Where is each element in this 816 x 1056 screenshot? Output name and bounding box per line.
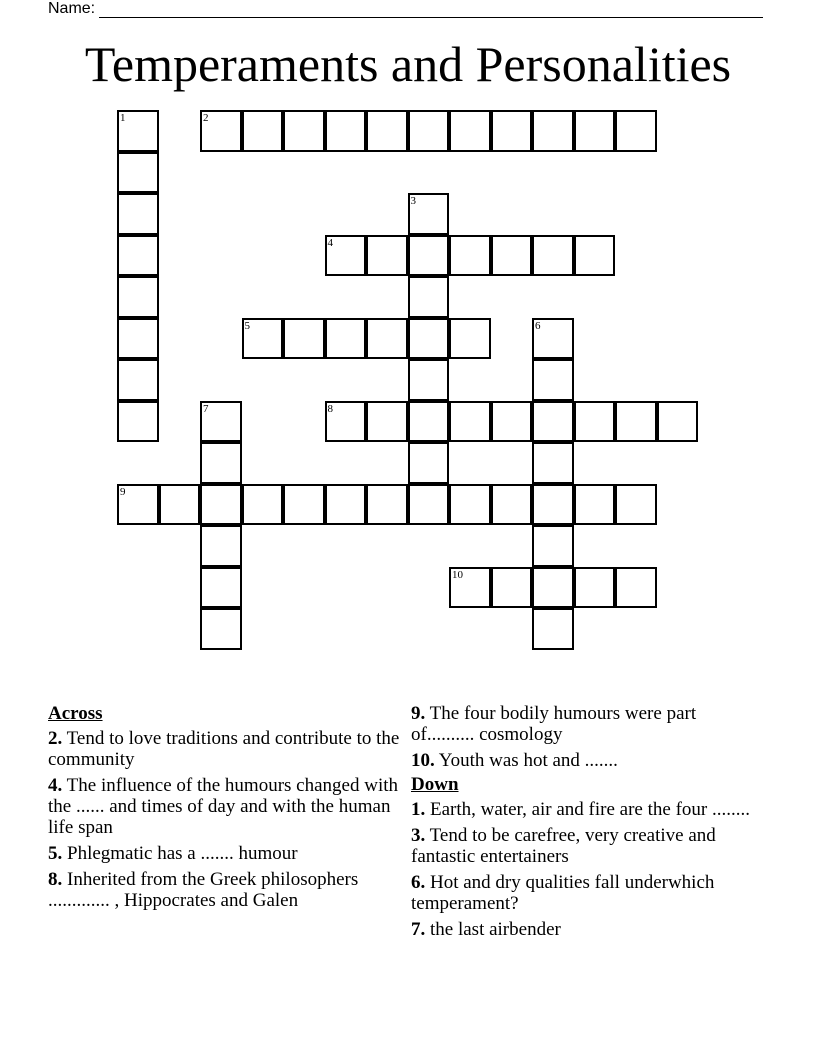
grid-cell[interactable]	[615, 401, 657, 443]
grid-cell[interactable]	[532, 401, 574, 443]
grid-cell[interactable]	[159, 484, 201, 526]
clue-down-6: 6. Hot and dry qualities fall underwhich temperament?	[411, 872, 715, 914]
grid-cell[interactable]	[325, 110, 367, 152]
grid-cell[interactable]	[325, 318, 367, 360]
grid-cell[interactable]	[283, 484, 325, 526]
grid-cell[interactable]	[200, 525, 242, 567]
grid-cell[interactable]	[366, 235, 408, 277]
grid-cell[interactable]	[366, 401, 408, 443]
clue-down-1: 1. Earth, water, air and fire are the four ........	[411, 799, 750, 820]
grid-cell[interactable]	[283, 318, 325, 360]
name-label: Name:	[48, 0, 96, 17]
grid-cell[interactable]	[366, 484, 408, 526]
grid-cell[interactable]	[200, 110, 242, 152]
clue-number: 7	[203, 402, 209, 415]
clue-number: 2	[203, 112, 209, 124]
grid-cell[interactable]	[491, 567, 533, 609]
grid-cell[interactable]	[449, 318, 491, 360]
clue-number: 10	[452, 568, 463, 581]
clue-down-7: 7. the last airbender	[411, 919, 561, 940]
grid-cell[interactable]	[408, 235, 450, 277]
clues-column-left	[48, 703, 400, 916]
grid-cell[interactable]	[408, 193, 450, 235]
grid-cell[interactable]	[408, 110, 450, 152]
grid-cell[interactable]	[366, 110, 408, 152]
clue-number: 1	[120, 112, 126, 124]
grid-cell[interactable]	[408, 484, 450, 526]
grid-cell[interactable]	[200, 567, 242, 609]
grid-cell[interactable]	[449, 567, 491, 609]
grid-cell[interactable]	[532, 567, 574, 609]
grid-cell[interactable]	[491, 401, 533, 443]
clues-column-right	[411, 703, 763, 945]
grid-cell[interactable]	[242, 110, 284, 152]
grid-cell[interactable]	[574, 401, 616, 443]
grid-cell[interactable]	[200, 442, 242, 484]
grid-cell[interactable]	[532, 235, 574, 277]
clue-across-2: 2. Tend to love traditions and contribute to the community	[48, 728, 400, 770]
grid-cell[interactable]	[408, 442, 450, 484]
page-title: Temperaments and Personalities	[84, 36, 732, 92]
grid-cell[interactable]	[491, 235, 533, 277]
grid-cell[interactable]	[325, 235, 367, 277]
grid-cell[interactable]	[449, 110, 491, 152]
clue-number: 8	[327, 402, 333, 415]
grid-cell[interactable]	[615, 110, 657, 152]
grid-cell[interactable]	[200, 608, 242, 650]
grid-cell[interactable]	[615, 484, 657, 526]
grid-cell[interactable]	[117, 235, 159, 277]
grid-cell[interactable]	[366, 318, 408, 360]
grid-cell[interactable]	[449, 401, 491, 443]
clue-across-8: 8. Inherited from the Greek philosophers ............. , Hippocrates and Galen	[48, 869, 359, 911]
grid-cell[interactable]	[532, 359, 574, 401]
grid-cell[interactable]	[574, 235, 616, 277]
clue-across-5: 5. Phlegmatic has a ....... humour	[48, 843, 298, 864]
grid-cell[interactable]	[408, 401, 450, 443]
grid-cell[interactable]	[117, 401, 159, 443]
grid-cell[interactable]	[574, 567, 616, 609]
grid-cell[interactable]	[449, 235, 491, 277]
grid-cell[interactable]	[408, 359, 450, 401]
grid-cell[interactable]	[283, 110, 325, 152]
grid-cell[interactable]	[532, 318, 574, 360]
clue-number: 5	[244, 319, 250, 332]
clue-down-3: 3. Tend to be carefree, very creative and fantastic entertainers	[411, 825, 716, 867]
clue-number: 9	[120, 485, 126, 498]
grid-cell[interactable]	[117, 193, 159, 235]
grid-cell[interactable]	[325, 484, 367, 526]
grid-cell[interactable]	[200, 484, 242, 526]
grid-cell[interactable]	[532, 442, 574, 484]
clue-number: 4	[327, 236, 333, 249]
grid-cell[interactable]	[449, 484, 491, 526]
grid-cell[interactable]	[532, 484, 574, 526]
grid-cell[interactable]	[242, 484, 284, 526]
grid-cell[interactable]	[657, 401, 699, 443]
grid-cell[interactable]	[491, 110, 533, 152]
clue-number: 3	[410, 195, 416, 207]
clue-across-10: 10. Youth was hot and .......	[411, 750, 618, 771]
grid-cell[interactable]	[408, 318, 450, 360]
grid-cell[interactable]	[117, 110, 159, 152]
grid-cell[interactable]	[117, 318, 159, 360]
grid-cell[interactable]	[408, 276, 450, 318]
grid-cell[interactable]	[117, 276, 159, 318]
grid-cell[interactable]	[532, 525, 574, 567]
grid-cell[interactable]	[532, 110, 574, 152]
grid-cell[interactable]	[117, 484, 159, 526]
clue-across-4: 4. The influence of the humours changed with the ...... and times of day and with the human life span	[48, 775, 398, 838]
grid-cell[interactable]	[200, 401, 242, 443]
grid-cell[interactable]	[615, 567, 657, 609]
grid-cell[interactable]	[117, 359, 159, 401]
grid-cell[interactable]	[117, 152, 159, 194]
across-heading: Across	[48, 703, 103, 724]
clue-across-9: 9. The four bodily humours were part of.......... cosmology	[411, 703, 697, 745]
grid-cell[interactable]	[532, 608, 574, 650]
clue-number: 6	[535, 319, 541, 332]
grid-cell[interactable]	[242, 318, 284, 360]
down-heading: Down	[411, 774, 459, 795]
grid-cell[interactable]	[574, 484, 616, 526]
grid-cell[interactable]	[325, 401, 367, 443]
grid-cell[interactable]	[491, 484, 533, 526]
grid-cell[interactable]	[574, 110, 616, 152]
